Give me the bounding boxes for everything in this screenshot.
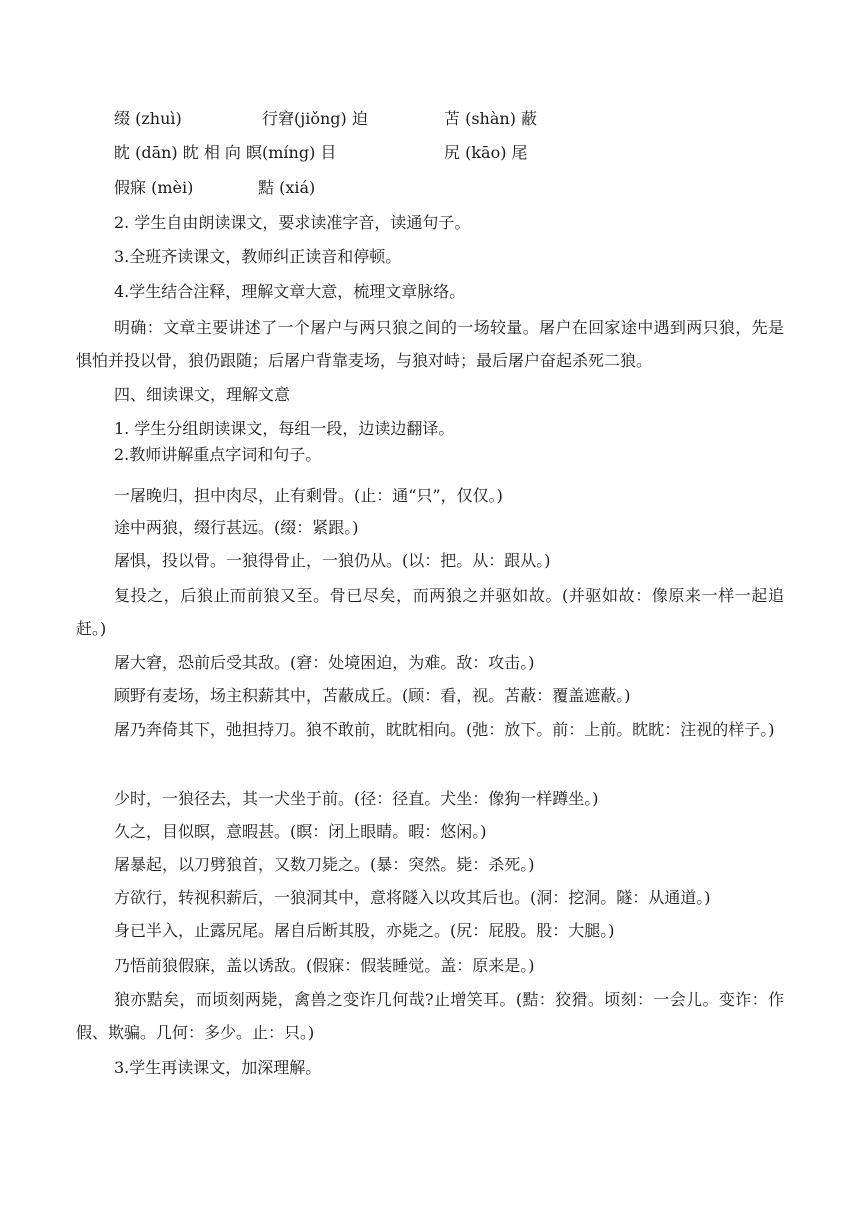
pinyin-item: 行窘(jiǒng) 迫 xyxy=(262,109,368,128)
step-2: 2. 学生自由朗读课文，要求读准字音，读通句子。 xyxy=(114,213,471,232)
sentence-4: 复投之，后狼止而前狼又至。骨已尽矣，而两狼之并驱如故。(并驱如故：像原来一样一起追赶。) xyxy=(76,586,784,638)
summary-paragraph: 明确：文章主要讲述了一个屠户与两只狼之间的一场较量。屠户在回家途中遇到两只狼，先是惧怕并投以骨，狼仍跟随；后屠户背靠麦场，与狼对峙；最后屠户奋起杀死二狼。 xyxy=(76,318,784,370)
sentence-5: 屠大窘，恐前后受其敌。(窘：处境困迫，为难。敌：攻击。) xyxy=(114,653,535,672)
pinyin-item: 缀 (zhuì) xyxy=(114,109,182,128)
pinyin-item: 假寐 (mèi) xyxy=(114,178,194,197)
pinyin-item: 尻 (kāo) 尾 xyxy=(444,143,528,162)
pinyin-item: 黠 (xiá) xyxy=(258,178,316,197)
sentence-9: 久之，目似瞑，意暇甚。(瞑：闭上眼睛。暇：悠闲。) xyxy=(114,822,487,841)
sentence-10: 屠暴起，以刀劈狼首，又数刀毙之。(暴：突然。毙：杀死。) xyxy=(114,855,535,874)
sentence-3: 屠惧，投以骨。一狼得骨止，一狼仍从。(以：把。从：跟从。) xyxy=(114,551,551,570)
pinyin-item: 苫 (shàn) 蔽 xyxy=(444,109,538,128)
sentence-1: 一屠晚归，担中肉尽，止有剩骨。(止：通“只”，仅仅。) xyxy=(114,486,503,505)
section-heading: 四、细读课文，理解文意 xyxy=(114,385,291,404)
pinyin-item: 眈 (dān) 眈 相 向 瞑(míng) 目 xyxy=(114,143,337,162)
sentence-6: 顾野有麦场，场主积薪其中，苫蔽成丘。(顾：看，视。苫蔽：覆盖遮蔽。) xyxy=(114,686,631,705)
final-step: 3.学生再读课文，加深理解。 xyxy=(114,1058,322,1077)
step-4: 4.学生结合注释，理解文章大意，梳理文章脉络。 xyxy=(114,282,466,301)
sentence-12: 身已半入，止露尻尾。屠自后断其股，亦毙之。(尻：屁股。股：大腿。) xyxy=(114,921,615,940)
detail-step-1: 1. 学生分组朗读课文，每组一段，边读边翻译。 xyxy=(114,419,455,438)
sentence-14: 狼亦黠矣，而顷刻两毙，禽兽之变诈几何哉?止增笑耳。(黠：狡猾。顷刻：一会儿。变诈：作假、欺骗。几何：多少。止：只。) xyxy=(76,990,784,1042)
sentence-11: 方欲行，转视积薪后，一狼洞其中，意将隧入以攻其后也。(洞：挖洞。隧：从通道。) xyxy=(114,888,711,907)
detail-step-2: 2.教师讲解重点字词和句子。 xyxy=(114,445,322,464)
sentence-2: 途中两狼，缀行甚远。(缀：紧跟。) xyxy=(114,518,359,537)
step-3: 3.全班齐读课文，教师纠正读音和停顿。 xyxy=(114,247,402,266)
sentence-13: 乃悟前狼假寐，盖以诱敌。(假寐：假装睡觉。盖：原来是。) xyxy=(114,956,535,975)
sentence-7: 屠乃奔倚其下，弛担持刀。狼不敢前，眈眈相向。(弛：放下。前：上前。眈眈：注视的样子。) xyxy=(114,720,775,739)
sentence-8: 少时，一狼径去，其一犬坐于前。(径：径直。犬坐：像狗一样蹲坐。) xyxy=(114,789,599,808)
